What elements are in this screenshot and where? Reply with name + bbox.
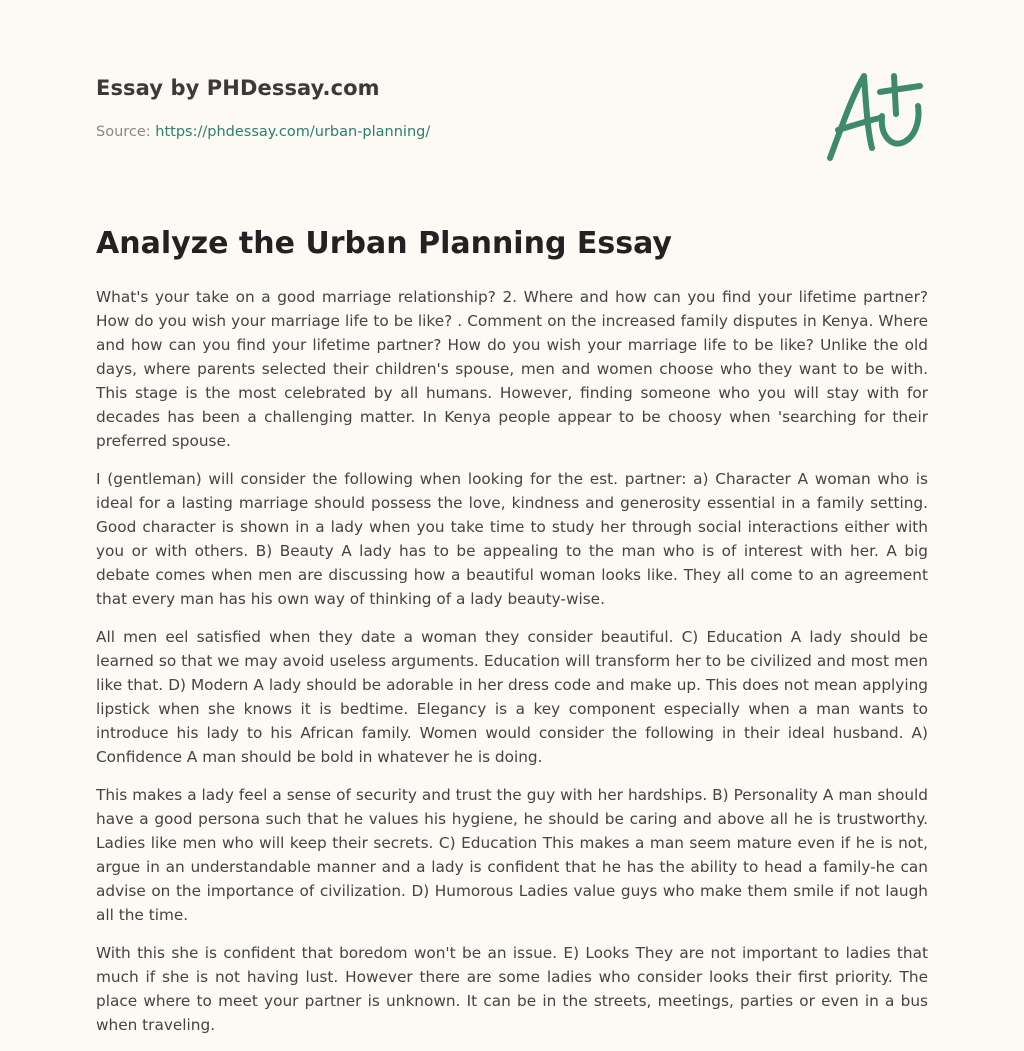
source-line	[96, 124, 430, 140]
essay-paragraph: This makes a lady feel a sense of security and trust the guy with her hardships. B) Personality A man should have a good persona such that he values his hygiene, he should be caring and above all he is trustworthy. Ladies like men who will keep their secrets. C) Education This makes a man seem mature even if he is not, argue in an understandable manner and a lady is confident that he has the ability to head a family-he can advise on the importance of civilization. D) Humorous Ladies value guys who make them smile if not laugh all the time.	[96, 786, 928, 924]
essay-paragraph: What's your take on a good marriage relationship? 2. Where and how can you find your lifetime partner? How do you wish your marriage life to be like? . Comment on the increased family disputes in Kenya. Where and how can you find your lifetime partner? How do you wish your marriage life to be like? Unlike the old days, where parents selected their children's spouse, men and women choose who they want to be with. This stage is the most celebrated by all humans. However, finding someone who you will stay with for decades has been a challenging matter. In Kenya people appear to be choosy when 'searching for their preferred spouse.	[96, 288, 928, 450]
a-plus-logo	[822, 66, 932, 166]
source-link[interactable]: https://phdessay.com/urban-planning/	[155, 124, 431, 140]
site-title: Essay by PHDessay.com	[96, 76, 380, 100]
essay-body	[96, 285, 928, 1051]
essay-paragraph: With this she is confident that boredom won't be an issue. E) Looks They are not important to ladies that much if she is not having lust. However there are some ladies who consider looks their first priority. The place where to meet your partner is unknown. It can be in the streets, meetings, parties or even in a bus when traveling.	[96, 944, 928, 1034]
essay-paragraph: All men eel satisfied when they date a woman they consider beautiful. C) Education A lady should be learned so that we may avoid useless arguments. Education will transform her to be civilized and most men like that. D) Modern A lady should be adorable in her dress code and make up. This does not mean applying lipstick when she knows it is bedtime. Elegancy is a key component especially when a man wants to introduce his lady to his African family. Women would consider the following in their ideal husband. A) Confidence A man should be bold in whatever he is doing.	[96, 628, 928, 766]
essay-paragraph: I (gentleman) will consider the following when looking for the est. partner: a) Character A woman who is ideal for a lasting marriage should possess the love, kindness and generosity essential in a family setting. Good character is shown in a lady when you take time to study her through social interactions either with you or with others. B) Beauty A lady has to be appealing to the man who is of interest with her. A big debate comes when men are discussing how a beautiful woman looks like. They all come to an agreement that every man has his own way of thinking of a lady beauty-wise.	[96, 470, 928, 608]
source-label: Source:	[96, 124, 156, 140]
essay-title: Analyze the Urban Planning Essay	[96, 226, 672, 261]
